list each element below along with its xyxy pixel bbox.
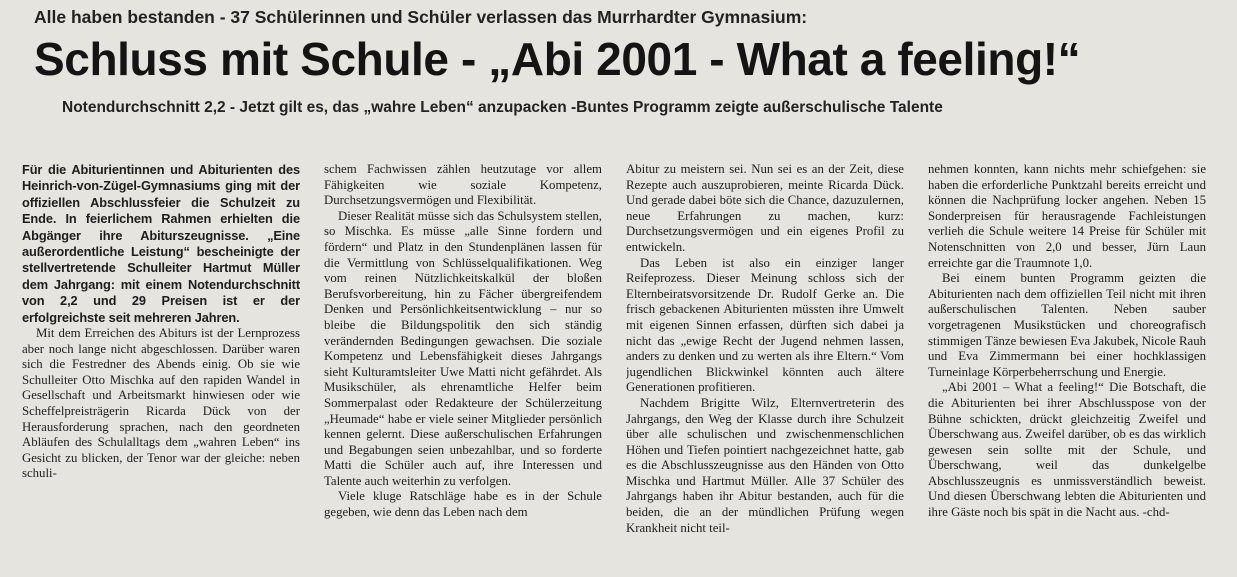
body-paragraph: nehmen konnten, kann nichts mehr schiefgehen: sie haben die erforderliche Punktzahl bereits erreicht und können die Nachprüfung locker angehen. Neben 15 Sonderpreisen für herausragende Fachleistungen verlieh die Schule weitere 14 Preise für Schüler mit Notenschnitten von 2,0 und besser, Jürn Laun erreichte gar die Traumnote 1,0. xyxy=(928,162,1206,270)
body-paragraph: Bei einem bunten Programm geizten die Abiturienten nach dem offiziellen Teil nicht mit ihren außerschulischen Talenten. Neben sauber vorgetragenen Musikstücken und choreografisch stimmigen Tänze bewiesen Eva Jakubek, Nicole Rauh und Eva Zimmermann bei einer hochklassigen Turneinlage Körperbeherrschung und Energie. xyxy=(928,271,1206,379)
lead-paragraph: Für die Abiturientinnen und Abiturienten des Heinrich-von-Zügel-Gymnasiums ging mit der offiziellen Abschlussfeier die Schulzeit zu Ende. In feierlichem Rahmen erhielten die Abgänger ihre Abiturszeugnisse. „Eine außerordentliche Leistung“ bescheinigte der stellvertretende Schulleiter Hartmut Müller dem Jahrgang: mit einem Notendurchschnitt von 2,2 und 29 Preisen ist er der erfolgreichste seit mehreren Jahren. xyxy=(22,162,300,325)
column-4 xyxy=(928,162,1206,577)
body-paragraph: Das Leben ist also ein einziger langer Reifeprozess. Dieser Meinung schloss sich der Elternbeiratsvorsitzende Dr. Rudolf Gerke an. Die frisch gebackenen Abiturienten müssten ihre Umwelt mit eigenen Sinnen erfassen, dürften sich dabei ja nicht das „ewige Recht der Jugend nehmen lassen, anders zu denken und zu werten als ihre Eltern.“ Vom jugendlichen Blickwinkel könnten auch ältere Generationen profitieren. xyxy=(626,255,904,395)
body-paragraph: schem Fachwissen zählen heutzutage vor allem Fähigkeiten wie soziale Kompetenz, Durchsetzungsvermögen und Flexibilität. xyxy=(324,162,602,208)
column-3 xyxy=(626,162,904,577)
article-body xyxy=(22,162,1225,577)
body-paragraph: „Abi 2001 – What a feeling!“ Die Botschaft, die die Abiturienten bei ihrer Abschlusspose von der Bühne schickten, drückt gleichzeitig Zweifel und Überschwang aus. Zweifel darüber, ob es das wirklich gewesen sein sollte mit der Schule, und Überschwang, weil das dunkelgelbe Abschlusszeugnis es unmissverständlich beweist. Und diesen Überschwang lebten die Abiturienten und ihre Gäste noch bis spät in die Nacht aus. -chd- xyxy=(928,380,1206,520)
body-paragraph: Abitur zu meistern sei. Nun sei es an der Zeit, diese Rezepte auch auszuprobieren, meinte Ricarda Dück. Und gerade dabei böte sich die Chance, dazuzulernen, neue Erfahrungen zu machen, kurz: Durchsetzungsvermögen und ein eigenes Profil zu entwickeln. xyxy=(626,162,904,254)
body-paragraph: Viele kluge Ratschläge habe es in der Schule gegeben, wie denn das Leben nach dem xyxy=(324,489,602,520)
article-kicker: Alle haben bestanden - 37 Schülerinnen und Schüler verlassen das Murrhardter Gymnasium: xyxy=(34,7,808,27)
column-2 xyxy=(324,162,602,577)
column-1 xyxy=(22,162,300,577)
body-paragraph: Dieser Realität müsse sich das Schulsystem stellen, so Mischka. Es müsse „alle Sinne fordern und fördern“ und Platz in den Stundenplänen lassen für die Vermittlung von Schlüsselqualifikationen. Weg vom reinen Nützlichkeitskalkül der bloßen Berufsvorbereitung, hin zu Fächer übergreifendem Denken und Persönlichkeitsentwicklung – nur so bleibe die Bildungspolitik den sich ständig verändernden Bedingungen gewachsen. Die soziale Kompetenz und Lebensfähigkeit dieses Jahrgangs sieht Kulturamtsleiter Uwe Matti nicht gefährdet. Als Musikschüler, als ehrenamtliche Helfer beim Sommerpalast oder Redakteure der Schülerzeitung „Heumade“ habe er viele seiner Mitglieder persönlich kennen gelernt. Diese außerschulischen Erfahrungen und Begabungen seien unbezahlbar, und so forderte Matti die Schüler auch auf, ihre Interessen und Talente auch weiterhin zu verfolgen. xyxy=(324,208,602,488)
body-paragraph: Mit dem Erreichen des Abiturs ist der Lernprozess aber noch lange nicht abgeschlossen. Darüber waren sich die Festredner des Abends einig. Ob sie wie Schulleiter Otto Mischka auf den rapiden Wandel in Gesellschaft und Arbeitsmarkt hinwiesen oder wie Scheffelpreisträgerin Ricarda Dück von der Herausforderung sprachen, nach den geordneten Abläufen des Schulalltags dem „wahren Leben“ ins Gesicht zu blicken, der Tenor war der gleiche: neben schuli- xyxy=(22,326,300,481)
article-subhead: Notendurchschnitt 2,2 - Jetzt gilt es, das „wahre Leben“ anzupacken -Buntes Programm zeigte außerschulische Talente xyxy=(62,99,943,116)
article-headline: Schluss mit Schule - „Abi 2001 - What a feeling!“ xyxy=(34,33,1081,85)
body-paragraph: Nachdem Brigitte Wilz, Elternvertreterin des Jahrgangs, den Weg der Klasse durch ihre Schulzeit über alle schulischen und zwischenmenschlichen Höhen und Tiefen pointiert nachgezeichnet hatte, gab es die Abschlusszeugnisse aus den Händen von Otto Mischka und Hartmut Müller. Alle 37 Schüler des Jahrgangs haben ihr Abitur bestanden, auch für die beiden, die an der mündlichen Prüfung wegen Krankheit nicht teil- xyxy=(626,395,904,535)
